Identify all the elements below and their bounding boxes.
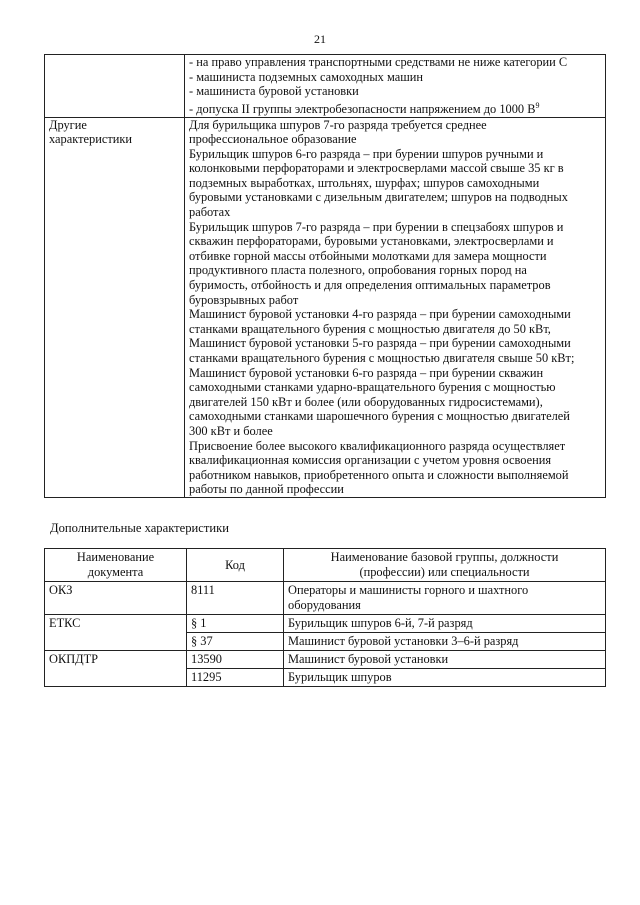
code-cell: § 37 xyxy=(187,633,284,651)
requirements-cell xyxy=(185,55,606,118)
list-item: - машиниста буровой установки xyxy=(189,84,359,99)
doc-cell xyxy=(45,669,187,687)
table-row xyxy=(45,615,606,633)
text-line: подземных выработках, штольнях, шурфах; шпуров самоходными xyxy=(189,175,540,190)
doc-cell: ЕТКС xyxy=(45,615,187,633)
other-characteristics-content xyxy=(185,117,606,497)
text-line: колонковыми перфораторами и электросверлами массой свыше 35 кг в xyxy=(189,161,564,176)
header-line: Наименование базовой группы, должности xyxy=(330,550,559,564)
text-line: квалификационная комиссия организации с учетом уровня освоения xyxy=(189,453,552,468)
list-item: - на право управления транспортными средствами не ниже категории С xyxy=(189,55,568,69)
header-document xyxy=(45,549,187,582)
code-cell: § 1 xyxy=(187,615,284,633)
text-line: работы по данной профессии xyxy=(189,482,344,497)
section-heading: Дополнительные характеристики xyxy=(50,521,229,535)
text-line: станками вращательного бурения с мощностью двигателя до 50 кВт, xyxy=(189,321,551,336)
text-line: Бурильщик шпуров 6-го разряда – при бурении шпуров ручными и xyxy=(189,146,544,161)
table-row xyxy=(45,669,606,687)
doc-cell: ОКЗ xyxy=(45,582,187,615)
text-line: буровыми установками с дизельным двигателем; шпуров на подводных xyxy=(189,190,568,205)
name-cell xyxy=(284,582,606,615)
characteristics-table xyxy=(44,54,606,498)
text-line: скважин перфораторами, буровыми установками, электросверлами и xyxy=(189,234,554,249)
text-line: самоходными станками шарошечного бурения с мощностью двигателей xyxy=(189,409,570,424)
text-line: работником навыков, приобретенного опыта и сложности выполняемой xyxy=(189,467,569,482)
code-cell: 8111 xyxy=(187,582,284,615)
label-line: Другие xyxy=(49,117,87,132)
header-line: Наименование xyxy=(76,550,155,564)
text-line: профессиональное образование xyxy=(189,132,357,147)
text-line: Машинист буровой установки 4-го разряда – при бурении самоходными xyxy=(189,307,571,322)
page-number: 21 xyxy=(314,32,326,46)
header-line: (профессии) или специальности xyxy=(359,565,530,579)
text-line: Машинист буровой установки 5-го разряда – при бурении самоходными xyxy=(189,336,571,351)
text-line: Для бурильщика шпуров 7-го разряда требуется среднее xyxy=(189,117,487,132)
table-row xyxy=(45,633,606,651)
name-cell: Машинист буровой установки xyxy=(284,651,606,669)
table-row xyxy=(45,117,606,497)
list-item xyxy=(189,99,601,117)
text-line: двигателей 150 кВт и более (или оборудованных гидросистемами), xyxy=(189,394,543,409)
footnote-marker: 9 xyxy=(535,100,540,110)
text-line: станками вращательного бурения с мощностью двигателя свыше 50 кВт; xyxy=(189,351,575,365)
code-cell: 11295 xyxy=(187,669,284,687)
name-cell: Бурильщик шпуров 6-й, 7-й разряд xyxy=(284,615,606,633)
text-line: продуктивного пласта полезного, опробования горных пород на xyxy=(189,263,527,278)
code-cell: 13590 xyxy=(187,651,284,669)
text-line: отбивке горной массы отбойными молотками для замера мощности xyxy=(189,248,547,263)
text-line: работах xyxy=(189,205,231,220)
additional-characteristics-table xyxy=(44,548,606,687)
text-line: 300 кВт и более xyxy=(189,423,273,438)
label-line: характеристики xyxy=(49,132,133,147)
header-code: Код xyxy=(187,549,284,582)
header-name xyxy=(284,549,606,582)
doc-cell: ОКПДТР xyxy=(45,651,187,669)
table-row xyxy=(45,651,606,669)
text-line: буровзрывных работ xyxy=(189,292,299,307)
table-row xyxy=(45,582,606,615)
name-line: оборудования xyxy=(288,598,361,612)
list-item-text: - допуска II группы электробезопасности напряжением до 1000 В xyxy=(189,101,536,116)
doc-cell xyxy=(45,633,187,651)
list-item: - машиниста подземных самоходных машин xyxy=(189,69,424,84)
text-line: Бурильщик шпуров 7-го разряда – при бурении в спецзабоях шпуров и xyxy=(189,219,564,234)
name-line: Операторы и машинисты горного и шахтного xyxy=(288,583,529,597)
header-row xyxy=(45,549,606,582)
text-line: Машинист буровой установки 6-го разряда – при бурении скважин xyxy=(189,365,544,380)
name-cell: Машинист буровой установки 3–6-й разряд xyxy=(284,633,606,651)
table-row xyxy=(45,55,606,118)
text-line: буримость, отбойность и для определения оптимальных параметров xyxy=(189,278,551,293)
other-characteristics-label xyxy=(45,117,185,497)
header-line: документа xyxy=(87,565,144,579)
empty-label-cell xyxy=(45,55,185,118)
text-line: Присвоение более высокого квалификационного разряда осуществляет xyxy=(189,438,566,453)
text-line: самоходными станками ударно-вращательного бурения с мощностью xyxy=(189,380,556,395)
name-cell: Бурильщик шпуров xyxy=(284,669,606,687)
